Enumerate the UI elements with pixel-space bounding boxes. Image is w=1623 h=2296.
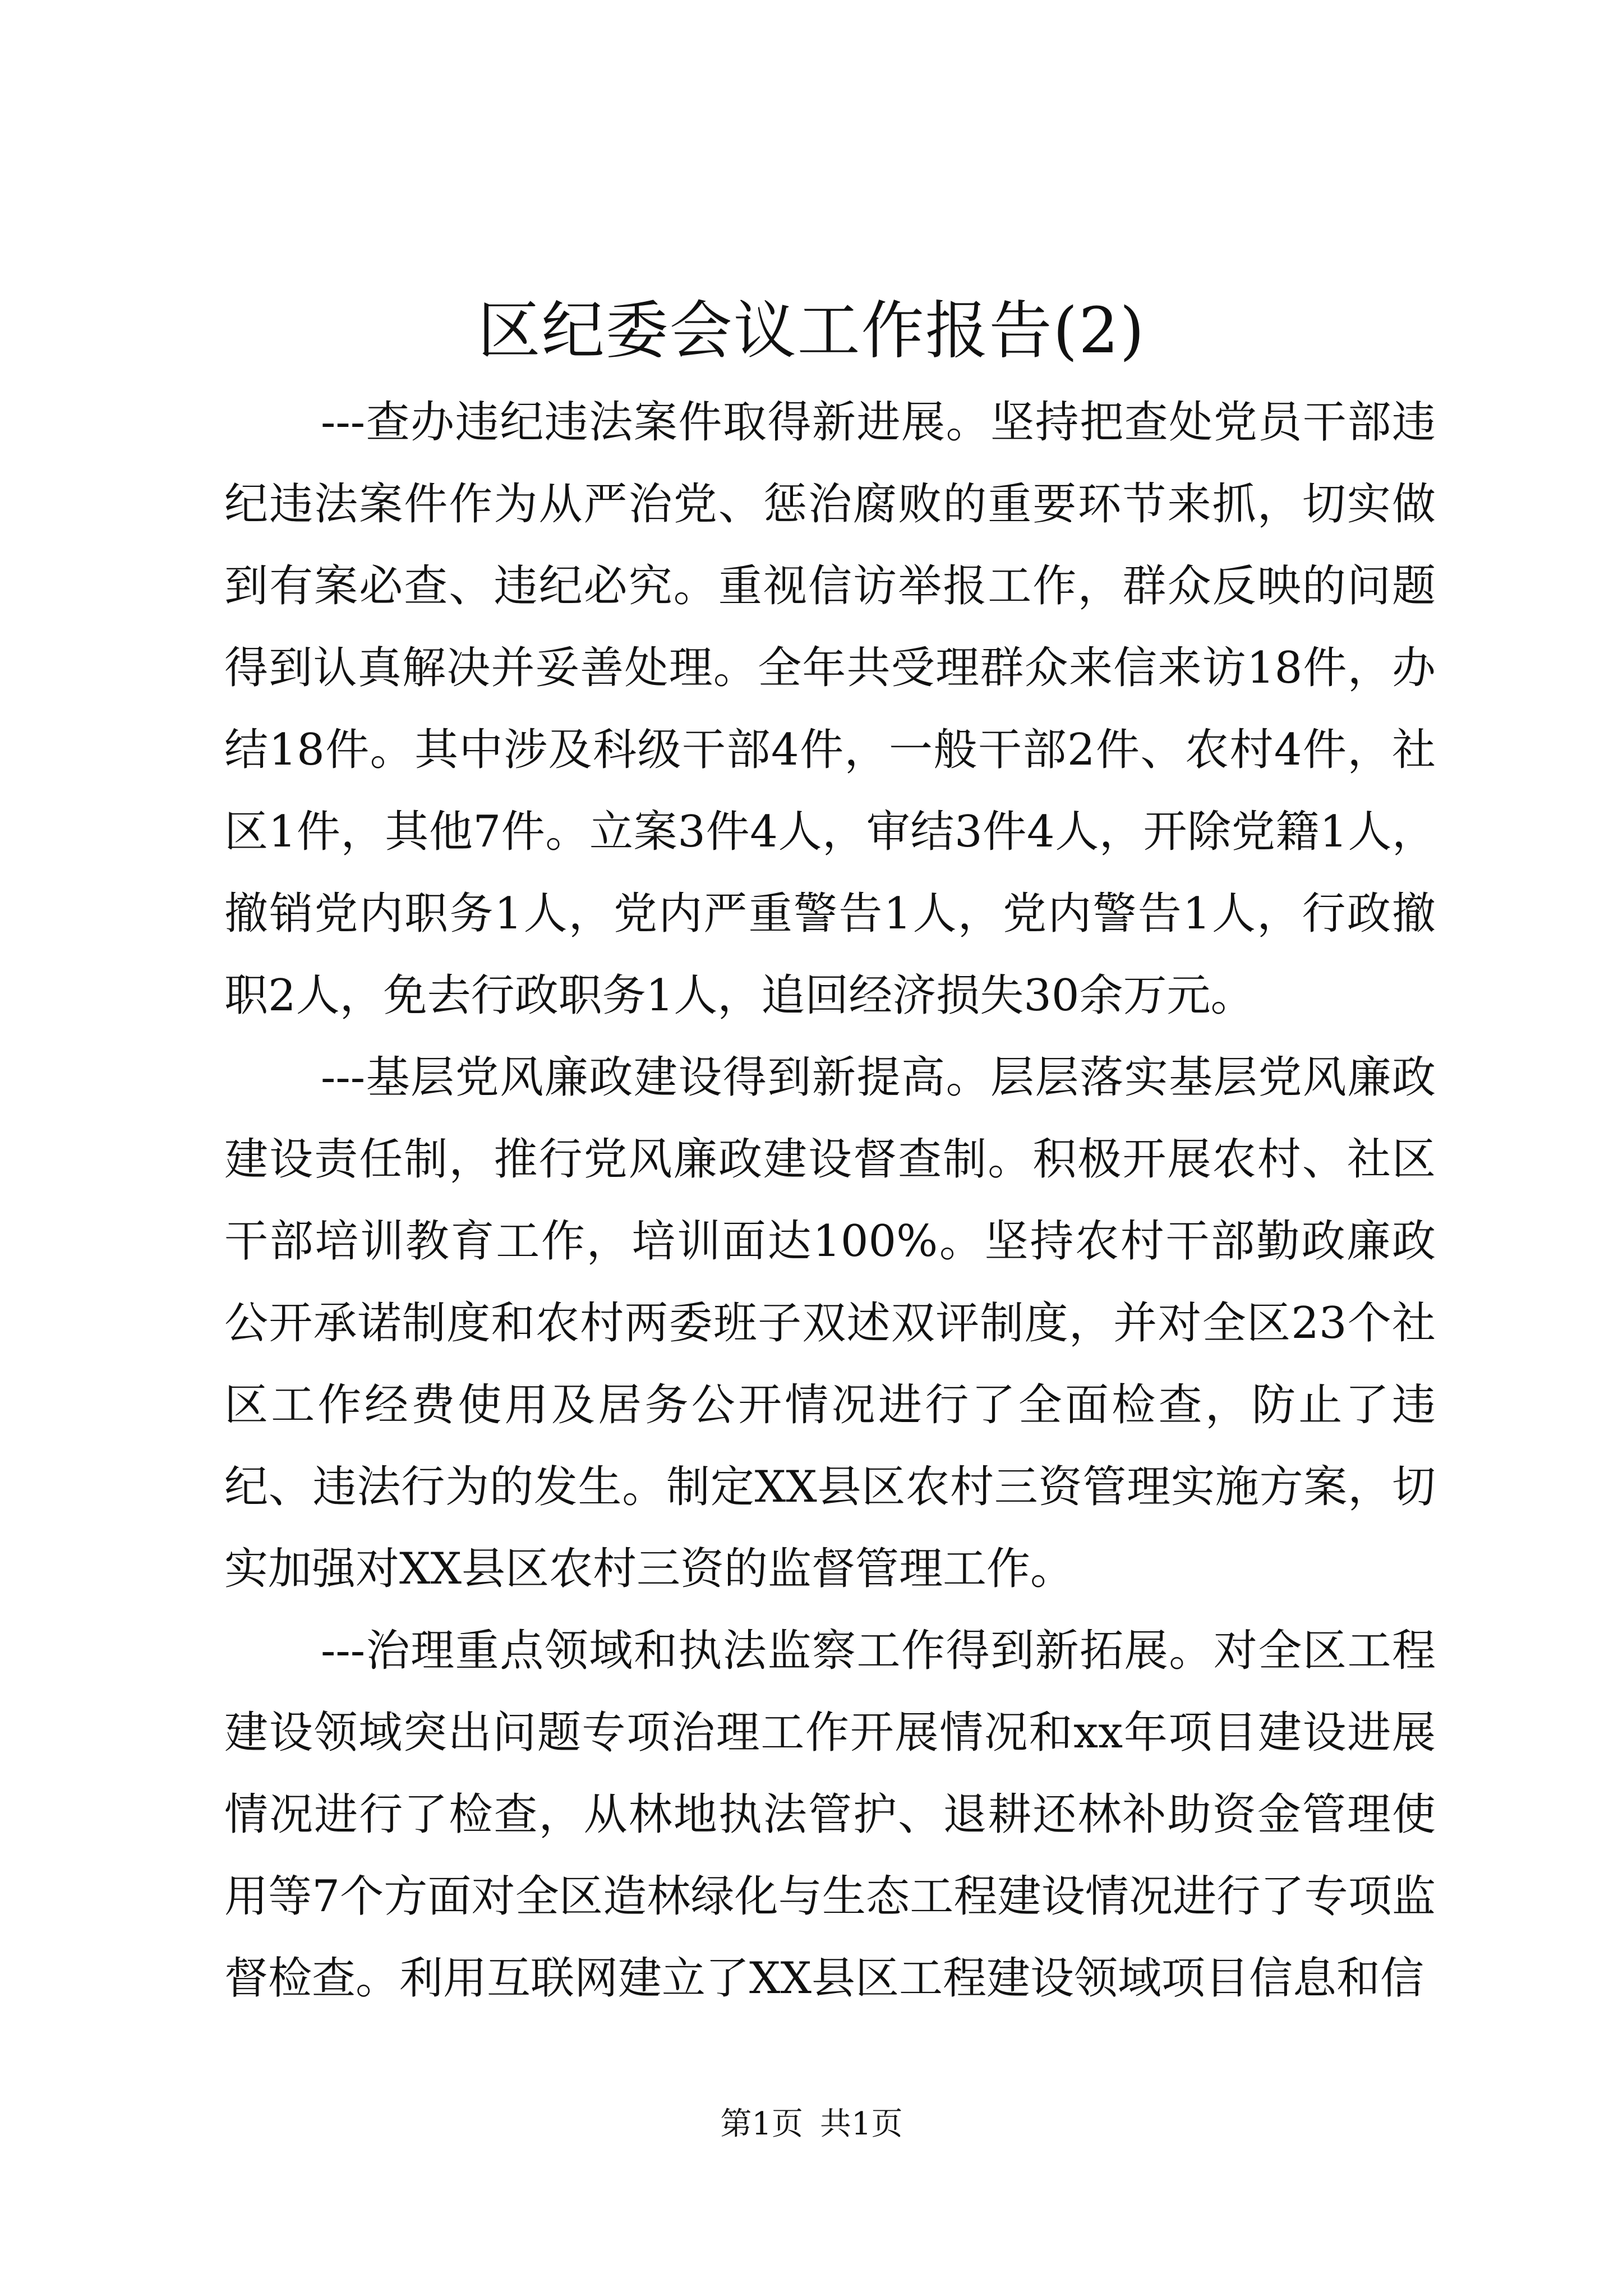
page-total: 共1页 bbox=[820, 2106, 903, 2142]
document-title: 区纪委会议工作报告(2) bbox=[477, 295, 1146, 367]
paragraph-case-investigation: ---查办违纪违法案件取得新进展。坚持把查处党员干部违纪违法案件作为从严治党、惩治腐败的重要环节来抓，切实做到有案必查、违纪必究。重视信访举报工作，群众反映的问题得到认真解决并妥善处理。全年共受理群众来信来访18件，办结18件。其中涉及科级干部4件，一般干部2件、农村4件，社区1件，其他7件。立案3件4人，审结3件4人，开除党籍1人，撤销党内职务1人，党内严重警告1人，党内警告1人，行政撤职2人，免去行政职务1人，追回经济损失30余万元。 bbox=[224, 397, 1436, 1021]
page-number: 第1页 bbox=[720, 2106, 803, 2142]
paragraph-grassroots-integrity: ---基层党风廉政建设得到新提高。层层落实基层党风廉政建设责任制，推行党风廉政建设督查制。积极开展农村、社区干部培训教育工作，培训面达100%。坚持农村干部勤政廉政公开承诺制度和农村两委班子双述双评制度，并对全区23个社区工作经费使用及居务公开情况进行了全面检查，防止了违纪、违法行为的发生。制定XX县区农村三资管理实施方案，切实加强对XX县区农村三资的监督管理工作。 bbox=[224, 1052, 1436, 1594]
page-footer bbox=[0, 2105, 1623, 2144]
paragraph-key-areas-supervision: ---治理重点领域和执法监察工作得到新拓展。对全区工程建设领域突出问题专项治理工作开展情况和xx年项目建设进展情况进行了检查，从林地执法管护、退耕还林补助资金管理使用等7个方面对全区造林绿化与生态工程建设情况进行了专项监督检查。利用互联网建立了XX县区工程建设领域项目信息和信 bbox=[224, 1626, 1436, 2004]
document-body bbox=[224, 381, 1436, 2019]
